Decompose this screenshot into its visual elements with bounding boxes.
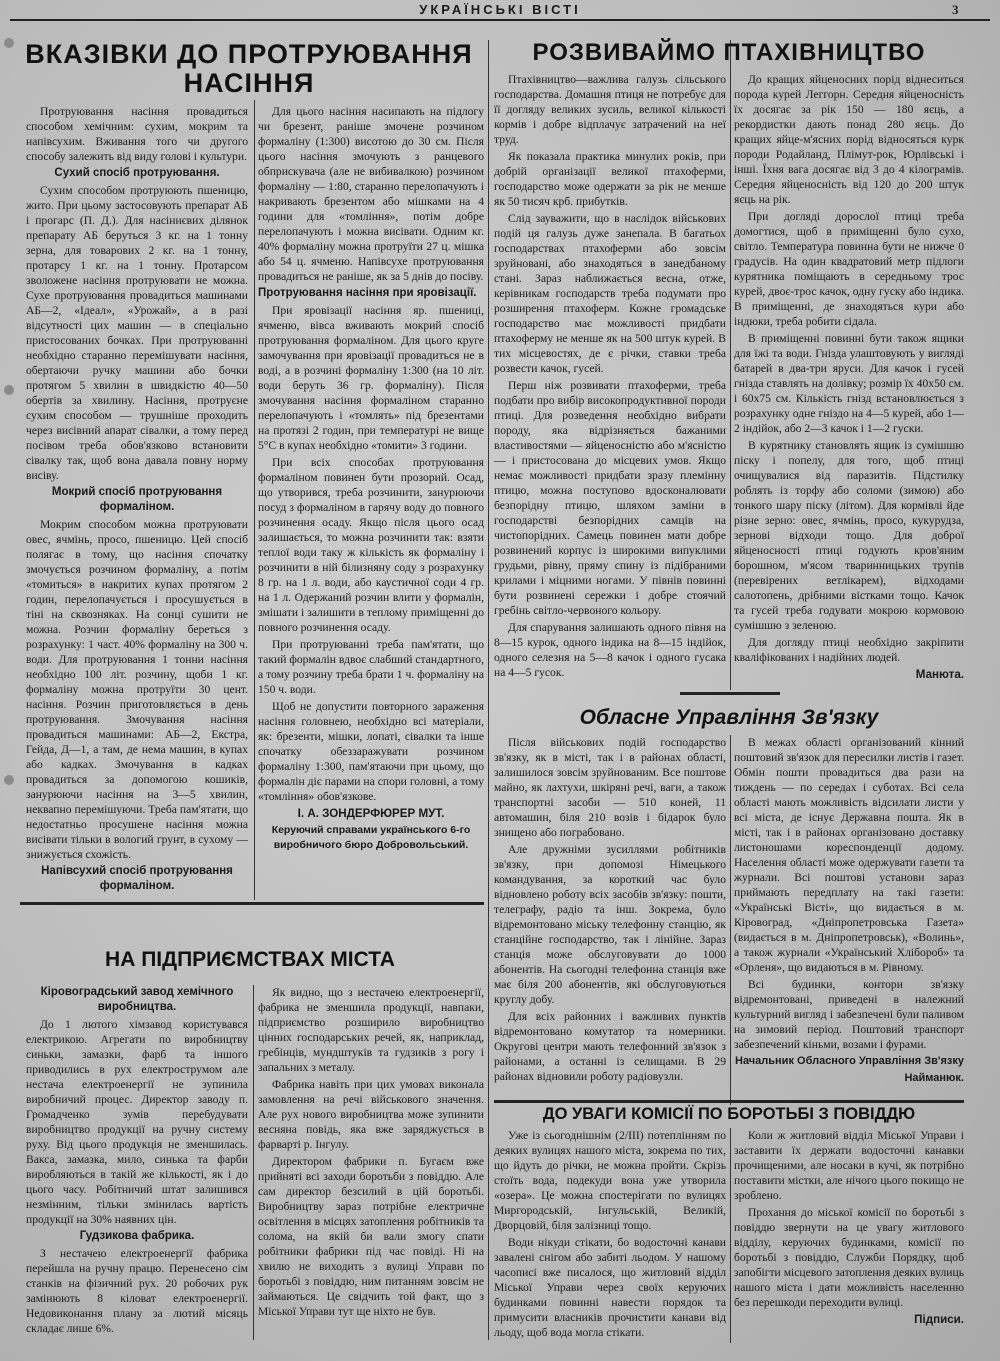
seeds-paragraph: Мокрим способом можна протруювати овес, ячмінь, просо, пшеницю. Цей спосіб полягає в тому, що насіння спочатку змочується розчином формаліну, а потім «томиться» в накритих купах протягом 2 годин, перелопачується і просушується в тіні на сквозняках. На сонці сушити не можна. Розчин формаліну береться з розрахунку: 1 част. 40% формаліну на 300 ч. води. Для протруювання 1 тонни насіння необхідно 100 літ. розчину, щоби 1 кг. формаліну можна протруїти 30 цент. насіння. Розчин приготовляється в день протруювання. Змочування насіння провадиться машинами: АБ—2, Екстра, Гейда, Д—1, а там, де нема машин, в купах або кадках. Змочування в кадках провадиться за допомогою кошиків, занурюючи насіння на 3—5 хвилин, неквапно перемішуючи. Треба пам'ятати, що недостатньо просушене насіння можна висівати тільки в вологий грунт, в сухому — знижується схожість. [26, 518, 248, 861]
section-rule [20, 902, 484, 905]
enterprises-paragraph: Фабрика навіть при цих умовах виконала замовлення на речі військового значення. Але рух нового виробництва може зупинити весняна повідь, яка вже заряджується в фарварті р. Інгулу. [258, 1078, 484, 1151]
seeds-title: ВКАЗІВКИ ДО ПРОТРУЮВАННЯ НАСІННЯ [25, 39, 473, 98]
column-rule [253, 985, 254, 1340]
communications-column-2 [734, 735, 964, 1105]
seeds-paragraph: Сухим способом протруюють пшеницю, жито. При цьому застосовують препарат АБ і прогарс (П. Д.). Для насіннєвих ділянок препарату АБ беруться 3 кг. на 1 тонну зерна, для товарових 2 кг. на 1 тонну, протарсу 1 кг. на 1 тонну. Протарсом зволожене насіння протруювати не можна. Сухе протруювання провадиться машинами АБ—2, «Ідеал», «Урожай», а в разі відсутності цих машин — в спеціально пристосованих бочках. При протруюванні необхідно старанно перемішувати насіння, обертаючи ручку машини або бочки протягом 5 хвилин в швидкістю 40—50 обертів за хвилину. Насіння, протруєне сухим способом — трушніше проходить через висівний апарат сівалки, а тому перед посівом треба обов'язково встановити сівалку так, щоб вона давала повну норму висіву. [26, 184, 248, 482]
poultry-paragraph: Для спарування залишають одного півня на 8—15 курок, одного індика на 8—15 індійок, одного селезня на 5—8 качок і одного гусака на 4—5 гусок. [494, 621, 726, 679]
flood-paragraph: Прохання до міської комісії по боротьбі з повіддю звернути на це увагу житлового відділу, керуючих будинками, комісії по боротьбі з повіддю, Служби Порядку, щоб запобігти місцевого затоплення деяких вулиць нашого міста і дати можливість населенню без перешкоди переходити вулиці. [734, 1206, 964, 1309]
column-rule [730, 1128, 731, 1343]
enterprises-title: НА ПІДПРИЄМСТВАХ МІСТА [105, 948, 395, 971]
seeds-subheading: Мокрий спосіб протруювання формаліном. [51, 486, 223, 513]
poultry-paragraph: В курятнику становлять ящик із сумішшю піску і попелу, для того, щоб птиці очищувалися від паразитів. Підстилку роблять із торфу або соломи (зимою) або тонкого шару піску (літом). Для кормівлі йде різне зерно: овес, ячмінь, просо, кукурудза, зернові відходи тощо. Для доброї яйценосності птиці годують кров'яним борошном, м'ясом тваринницьких трупів (перевірених ветлікарем), відходами салотопень, дрібними вістками тощо. Качок та гусей треба годувати мокрою кормовою сумішшю з зеленою. [734, 439, 964, 632]
flood-column-1 [494, 1128, 726, 1343]
communications-title: Обласне Управління Зв'язку [579, 706, 879, 729]
section-rule [494, 1100, 964, 1103]
header-rule [10, 19, 990, 21]
seeds-signature-note: Керуючий справами українського 6-го виробничого бюро Добровольський. [271, 824, 471, 851]
poultry-paragraph: В приміщенні повинні бути також ящики для їжі та води. Гнізда улаштовують у вигляді батарей в два-три яруси. Для качок і гусей гнізда ставлять на долівку; розмір їх 40x50 см. і 60x75 см. Кількість гнізд встановлюється з розрахунку одне гніздо на 4—5 курей, або 1—2 індійок, або 2—3 качок і 1—2 гуски. [734, 332, 964, 435]
flood-paragraph: Уже із сьогоднішнім (2/ІІІ) потеплінням по деяких вулицях нашого міста, зокрема по тих, що йдуть до річки, не можна пройти. Скрізь стоїть вода, подекуди вона уже утворила «озера». Це можна спостерігати по вулицях Миргородській, Інгульській, Великій, Дворцовій, біля залізниці тощо. [494, 1129, 726, 1232]
communications-signature-title: Начальник Обласного Управління Зв'язку [735, 1055, 964, 1067]
poultry-paragraph: Птахівництво—важлива галузь сільського господарства. Домашня птиця не потребує для її догляду великих зусиль, великої кількості кормів і добре відплачує затрачений на неї труд. [494, 73, 726, 146]
enterprises-paragraph: До 1 лютого хімзавод користувався електрикою. Агрегати по виробництву синьки, замазки, фарб та іншого приводились в рух електрострумом але нестача електроенергії не зупинила виробничий процес. Директор заводу п. Громадченко зумів перебудувати виробництво продукції на ручну систему руху. Від цього продукція не зменшилась. Вакса, замазка, мило, синька та фарби виробляються в такій же кількості, як і до цього часу. Робітничий штат залишився незмінним, тільки змінилась вартість продукції на 30% наявних цін. [26, 1018, 248, 1226]
communications-paragraph: Але дружніми зусиллями робітників зв'язку, при допомозі Німецького командування, за короткий час було відновлено роботу всіх засобів зв'язку: пошти, телеграфу, радіо та інш. Зокрема, було відремонтовано міську телефонну станцію, як станційне господарство, так і лінійне. Зараз станція може обслуговувати до 1000 абонентів. На сьогодні телефонна станція вже має біля 200 абонентів, які обслуговуються круглу добу. [494, 843, 726, 1006]
communications-paragraph: В межах області організований кінний поштовий зв'язок для пересилки листів і газет. Обмін пошти провадиться два рази на тиждень — по середах і суботах. Всі села області мають можливість відсилати листи у всі міста, де існує Державна пошта. Як в місті, так і в районах організовано доставку листоношами кореспонденції додому. Населення області може одержувати газети та журнали. Всі поштові установи зараз приймають передплату на такі газети: «Українські Вісті», що видається в м. Кіровоград, «Дніпропетровська Газета» (видається в м. Дніпропетровськ), «Волинь», а також журнали «Український Хлібороб» та «Орленя», що видаються в м. Рівному. [734, 736, 964, 974]
seeds-paragraph: Протруювання насіння провадиться способом хемічним: сухим, мокрим та напівсухим. Вживання того чи другого способу залежить від виду голові і культури. [26, 105, 248, 163]
flood-title: ДО УВАГИ КОМІСІЇ ПО БОРОТЬБІ З ПОВІДДЮ [542, 1105, 916, 1123]
enterprises-column-1 [26, 985, 248, 1345]
poultry-paragraph: При догляді дорослої птиці треба домогтися, щоб в приміщенні було сухо, світло. Температура повинна бути не нижче 0 градусів. На один квадратовий метр підлоги курятника поміщають в середньому трос курей, двоє-трос качок, одну гуску або індика. В приміщенні, де знаходяться кури або індюки, треба робити сідала. [734, 210, 964, 328]
punch-hole [4, 385, 14, 395]
seeds-subheading: Протруювання насіння при яровізації. [258, 287, 477, 299]
poultry-signature: Манюта. [915, 668, 964, 681]
poultry-title: РОЗВИВАЙМО ПТАХІВНИЦТВО [532, 39, 926, 66]
column-rule [254, 100, 255, 900]
communications-column-1 [494, 735, 726, 1105]
flood-paragraph: Коли ж житловий відділ Міської Управи і заставити їх держати водосточні канавки прочищеними, але носаки в кучі, як потрібно поставити містки, але нічого цього покищо не зроблено. [734, 1129, 964, 1202]
seeds-paragraph: При протруюванні треба пам'ятати, що такий формалін вдвоє слабший стандартного, а тому розчину треба брати 1 ч. формаліну на 150 ч. води. [258, 638, 484, 696]
masthead: УКРАЇНСЬКІ ВІСТІ [419, 2, 581, 17]
seeds-column-1 [26, 104, 248, 894]
section-rule [680, 692, 780, 695]
flood-signature: Підписи. [914, 1313, 964, 1326]
page-number: 3 [952, 2, 959, 17]
communications-paragraph: Після військових подій господарство зв'язку, як в місті, так і в районах області, залишилося зовсім зруйнованим. Все поштове майно, як лахтухи, шкіряні речі, ваги, а також транспортні засоби — 510 коней, 11 автомашин, біля 210 возів і бідарок було знищено або пограбовано. [494, 736, 726, 839]
column-rule [488, 40, 489, 1340]
poultry-column-1 [494, 72, 726, 690]
poultry-paragraph: Як показала практика минулих років, при добрій організації великої птахоферми, господарство може одержати за рік не менше як 50 тисяч крб. прибутків. [494, 150, 726, 208]
punch-hole [4, 775, 14, 785]
enterprises-subheading: Кіровоградський завод хемічного виробництва. [40, 986, 234, 1013]
seeds-paragraph: При яровізації насіння яр. пшениці, ячменю, вівса вживають мокрий спосіб протруювання формаліном. Для цього круге замочування при яровізації провадиться не в воді, а в розчині формаліну 1:300 (на 10 літ. води беруть 36 гр. формаліну). Після змочування насіння формаліном старанно перелопачують і «томлять» під брезентами на протязі 2 годин, при температурі не вище 5°С в купах необхідно «томити» 3 години. [258, 304, 484, 452]
enterprises-paragraph: Як видно, що з нестачею електроенергії, фабрика не зменшила продукції, навпаки, підприємство розширило виробництво цінних господарських речей, як, наприклад, гребінців, мундштуків та гудзиків з рогу і запальних з металу. [258, 986, 484, 1074]
flood-paragraph: Води нікуди стікати, бо водосточні канави завалені снігом або забиті льодом. У нашому часописі вже писалося, що житловий відділ Міської Управи через своїх керуючих будинками повинні навести порядок та примусити власників прочистити канави від льоду, щоб вода могла стікати. [494, 1236, 726, 1339]
seeds-subheading: Сухий спосіб протруювання. [54, 167, 220, 179]
poultry-column-2 [734, 72, 964, 690]
enterprises-paragraph: Директором фабрики п. Бугаєм вже прийняті всі заходи боротьби з повіддю. Але сам директор безсилий в цій боротьбі. Виробництву зараз потрібне електричне освітлення в місцях затоплення робітників та солома, на якій би вали змогу спати робітники фабрики під час повіді. Ні на хвилю не виходить з вулиці Управи по боротьбі з повіддю, ним питанням зовсім не займаються. Це свідчить той факт, що з Міської Управи тут ще ніхто не був. [258, 1155, 484, 1318]
seeds-column-2 [258, 104, 484, 894]
enterprises-paragraph: З нестачею електроенергії фабрика перейшла на ручну працю. Перенесено сім станків на фізичний рух. 20 робочих рук замінюють 8 кіловат електроенергії. Недовиконання плану за лютий місяць складає лише 6%. [26, 1247, 248, 1335]
column-rule [730, 735, 731, 1105]
communications-paragraph: Для всіх районних і важливих пунктів відремонтовано комутатор та номерники. Округові центри мають телефонний зв'язок з районами, а останні із селищами. В 29 районах відновили роботу радіовузли. [494, 1010, 726, 1083]
enterprises-subheading: Гудзикова фабрика. [79, 1230, 195, 1242]
poultry-paragraph: Для догляду птиці необхідно закріпити кваліфікованих і надійних людей. [734, 636, 964, 664]
column-rule [730, 40, 731, 690]
poultry-paragraph: Слід зауважити, що в наслідок військових подій ця галузь дуже занепала. В багатьох господарствах птахоферми або зовсім зруйновані, або знаходяться в занедбаному стані. Зараз наближається весна, отже, керівникам господарств треба подумати про розширення птахоферм. Кожне громадське господарство має можливості придбати птахоферму не менше як на 500 штук курей. В тих місцевостях, де є річки, ставки треба розвести качок, гусей. [494, 212, 726, 375]
communications-paragraph: Всі будинки, контори зв'язку відремонтовані, приведені в належний культурний вигляд і забезпечені були паливом на зимовий період. Поштовий транспорт забезпечений кіньми, возами і фурами. [734, 978, 964, 1051]
seeds-signature: І. А. ЗОНДЕРФЮРЕР МУТ. [297, 807, 445, 820]
flood-column-2 [734, 1128, 964, 1343]
poultry-paragraph: Перш ніж розвивати птахоферми, треба подбати про вибір високопродуктивної породи птиці. Для розведення необхідно вибрати породу, яка відрізняється бажаними властивостями — яйценосністю або м'ясністю — і пристосована до місцевих умов. Якщо немає можливості придбати зразу племінну птицю, можна поступово вдосконалювати безпорідну птицю, шляхом заміни в господарстві безпорідних самців на чистопорідних. Самець повинен мати добре розвинений корпус із широкими випуклими грудьми, рівну, пряму спину із підібраними крилами і міцними ногами. У півнів повинні бути розвинені сережки і добре стоячий гребінь світло-червоного кольору. [494, 379, 726, 617]
punch-hole [4, 38, 14, 48]
seeds-paragraph: Щоб не допустити повторного зараження насіння головнею, необхідно всі матеріали, як: брезенти, мішки, лопаті, сівалки та інше спочатку обеззаражувати розчином формаліну 1:300, пам'ятаючи при цьому, що формалін діє парами на спори головні, а тому «томління» обов'язкове. [258, 700, 484, 803]
seeds-paragraph: Для цього насіння насипають на підлогу чи брезент, раніше змочене розчином формаліну (1:300) висотою до 30 см. Після цього насіння змочують з ранцевого обприскувача (але не вибивалкою) розчином формаліну — 1:80, старанно перелопачують і накривають брезентом або мішками на 4 години для «томління», потім добре перелопачують і можна висівати. Одним кг. 40% формаліну можна протруїти 27 ц. мішка або 54 ц. ячменю. Напівсухе протруювання провадиться не раніше, як за 5 днів до посіву. [258, 105, 484, 283]
communications-signature-name: Найманюк. [904, 1072, 964, 1084]
enterprises-column-2 [258, 985, 484, 1345]
seeds-paragraph: При всіх способах протруювання формаліном повинен бути прозорий. Осад, що утворився, треба розчинити, занурюючи посуд з формаліном в гарячу воду до повного розчинення осаду. Якщо після цього осад залишається, то можна розчинити так: взяти теплої води таку ж кількість як формаліну і розчинити в ній білизняну соду з розрахунку 8 гр. на 1 л. води, або каустичної соди 4 гр. на 1 л. Одержаний розчин влити у формалін, змішати і залишити в теплому приміщенні до повного розчинення осаду. [258, 456, 484, 634]
seeds-subheading: Напівсухий спосіб протруювання формаліном. [41, 865, 233, 892]
poultry-paragraph: До кращих яйценосних порід віднеситься порода курей Леггорн. Середня яйценосність їх досягає за рік 150 — 180 яєць, а рекордистки дають понад 280 яєць. До кращих яйце-м'ясних порід відносяться курк породи Родайланд, Плімут-рок, Юрлівські і інші. Їхня вага досягає від 3 до 4 кілограмів. Середня яйценосність від 120 до 200 штук яєць на рік. [734, 73, 964, 206]
